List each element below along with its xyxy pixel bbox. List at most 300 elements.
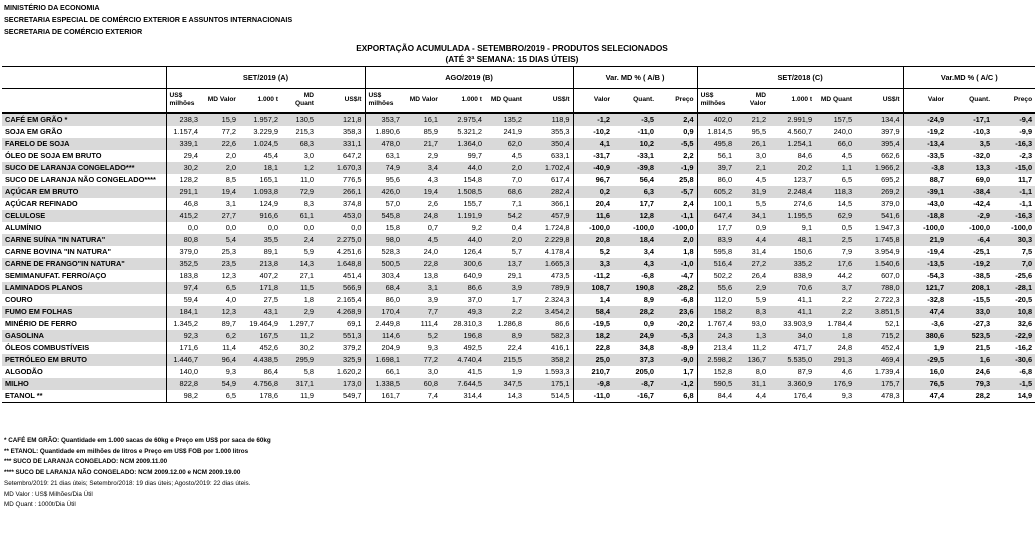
table-row <box>2 186 1035 198</box>
cell-set2018: 4.560,7 <box>769 126 815 138</box>
cell-var-ac: 47,4 <box>903 306 947 318</box>
cell-set2018: 7,9 <box>815 246 855 258</box>
cell-ago2019: 2,2 <box>485 306 525 318</box>
col-md-quant: MD Quant <box>815 89 855 113</box>
cell-ago2019: 582,3 <box>525 330 573 342</box>
cell-ago2019: 77,2 <box>403 354 441 366</box>
cell-var-ac: -6,4 <box>947 234 993 246</box>
cell-set2018: 100,1 <box>697 198 735 210</box>
cell-var-ac: 10,8 <box>993 306 1035 318</box>
cell-set2018: 31,1 <box>735 378 769 390</box>
product-name: AÇÚCAR REFINADO <box>2 198 166 210</box>
col-valor: Valor <box>573 89 613 113</box>
cell-ago2019: 63,1 <box>365 150 403 162</box>
cell-set2019: 266,1 <box>317 186 365 198</box>
product-name: ETANOL ** <box>2 390 166 403</box>
cell-ago2019: 3,4 <box>403 162 441 174</box>
cell-set2018: 8,0 <box>735 366 769 378</box>
cell-set2018: 838,9 <box>769 270 815 282</box>
cell-var-ac: 380,6 <box>903 330 947 342</box>
cell-var-ab: 0,9 <box>657 126 697 138</box>
cell-set2018: 607,0 <box>855 270 903 282</box>
cell-ago2019: 86,6 <box>441 282 485 294</box>
cell-set2019: 80,8 <box>166 234 201 246</box>
cell-set2018: 695,2 <box>855 174 903 186</box>
cell-var-ac: -10,3 <box>947 126 993 138</box>
cell-set2018: 662,6 <box>855 150 903 162</box>
cell-set2019: 1.024,5 <box>239 138 281 150</box>
cell-var-ac: 21,5 <box>947 342 993 354</box>
cell-set2018: 5.535,0 <box>769 354 815 366</box>
cell-ago2019: 1.338,5 <box>365 378 403 390</box>
cell-set2018: 21,2 <box>735 113 769 126</box>
table-row <box>2 366 1035 378</box>
cell-set2018: 55,6 <box>697 282 735 294</box>
cell-var-ab: 96,7 <box>573 174 613 186</box>
cell-var-ac: -3,6 <box>903 318 947 330</box>
footnote: * CAFÉ EM GRÃO: Quantidade em 1.000 sacas de 60kg e Preço em US$ por saca de 60kg <box>4 437 271 444</box>
cell-set2018: 0,9 <box>735 222 769 234</box>
cell-var-ab: 20,4 <box>573 198 613 210</box>
cell-var-ac: -15,0 <box>993 162 1035 174</box>
column-header-row <box>2 89 1035 113</box>
cell-var-ab: -5,5 <box>657 138 697 150</box>
cell-set2018: 4,6 <box>815 366 855 378</box>
cell-set2019: 89,1 <box>239 246 281 258</box>
cell-set2019: 325,9 <box>317 354 365 366</box>
cell-ago2019: 126,4 <box>441 246 485 258</box>
cell-ago2019: 86,0 <box>365 294 403 306</box>
cell-var-ac: -13,5 <box>903 258 947 270</box>
cell-set2018: 175,7 <box>855 378 903 390</box>
cell-set2018: 2.991,9 <box>769 113 815 126</box>
cell-var-ab: 205,0 <box>613 366 657 378</box>
cell-var-ab: -39,8 <box>613 162 657 174</box>
cell-var-ab: 24,9 <box>613 330 657 342</box>
cell-set2018: 452,4 <box>855 342 903 354</box>
cell-set2018: 14,5 <box>815 198 855 210</box>
cell-set2019: 1.093,8 <box>239 186 281 198</box>
cell-ago2019: 24,0 <box>403 246 441 258</box>
cell-set2019: 19,4 <box>201 186 239 198</box>
cell-var-ab: 18,4 <box>613 234 657 246</box>
cell-set2019: 0,0 <box>317 222 365 234</box>
footnote: *** SUCO DE LARANJA CONGELADO: NCM 2009.11.00 <box>4 458 168 466</box>
cell-set2019: 776,5 <box>317 174 365 186</box>
cell-set2019: 18,1 <box>239 162 281 174</box>
cell-set2019: 291,1 <box>166 186 201 198</box>
cell-var-ac: -100,0 <box>947 222 993 234</box>
cell-var-ac: -2,3 <box>993 150 1035 162</box>
table-row <box>2 138 1035 150</box>
cell-ago2019: 640,9 <box>441 270 485 282</box>
group-var-ac: Var.MD % ( A/C ) <box>903 67 1035 89</box>
cell-set2019: 6,2 <box>201 330 239 342</box>
cell-set2018: 11,2 <box>735 342 769 354</box>
cell-ago2019: 7,0 <box>485 174 525 186</box>
product-name: COURO <box>2 294 166 306</box>
cell-set2019: 213,8 <box>239 258 281 270</box>
cell-set2018: 86,0 <box>697 174 735 186</box>
cell-set2019: 15,9 <box>201 113 239 126</box>
cell-ago2019: 175,1 <box>525 378 573 390</box>
cell-set2018: 1,1 <box>815 162 855 174</box>
cell-ago2019: 161,7 <box>365 390 403 403</box>
footnote: MD Quant : 1000t/Dia Útil <box>4 501 76 509</box>
cell-set2018: 395,4 <box>855 138 903 150</box>
cell-ago2019: 68,4 <box>365 282 403 294</box>
cell-var-ab: -11,2 <box>573 270 613 282</box>
cell-set2018: 48,1 <box>769 234 815 246</box>
cell-var-ab: 2,4 <box>657 198 697 210</box>
cell-ago2019: 3,1 <box>403 282 441 294</box>
cell-set2019: 140,0 <box>166 366 201 378</box>
col-quant: Quant. <box>613 89 657 113</box>
cell-ago2019: 5,2 <box>403 330 441 342</box>
cell-set2019: 30,2 <box>166 162 201 174</box>
cell-set2019: 121,8 <box>317 113 365 126</box>
cell-var-ac: 7,0 <box>993 258 1035 270</box>
table-row <box>2 342 1035 354</box>
cell-ago2019: 353,7 <box>365 113 403 126</box>
cell-var-ab: 190,8 <box>613 282 657 294</box>
cell-var-ac: -9,4 <box>993 113 1035 126</box>
cell-set2018: 157,5 <box>815 113 855 126</box>
product-name: CAFÉ EM GRÃO * <box>2 113 166 126</box>
cell-set2018: 1.540,6 <box>855 258 903 270</box>
cell-set2018: 2.722,3 <box>855 294 903 306</box>
cell-set2018: 24,3 <box>697 330 735 342</box>
cell-var-ab: 17,7 <box>613 198 657 210</box>
cell-ago2019: 111,4 <box>403 318 441 330</box>
cell-set2019: 5,9 <box>281 246 317 258</box>
cell-var-ab: -1,2 <box>657 378 697 390</box>
cell-var-ac: -27,3 <box>947 318 993 330</box>
cell-var-ac: 24,6 <box>947 366 993 378</box>
col-usd-t: US$/t <box>855 89 903 113</box>
cell-set2018: 26,4 <box>735 270 769 282</box>
cell-ago2019: 545,8 <box>365 210 403 222</box>
cell-var-ac: 1,9 <box>903 342 947 354</box>
cell-set2019: 2,9 <box>281 306 317 318</box>
cell-set2018: 240,0 <box>815 126 855 138</box>
cell-set2019: 339,1 <box>166 138 201 150</box>
table-row <box>2 162 1035 174</box>
cell-var-ac: 3,5 <box>947 138 993 150</box>
cell-var-ab: -6,8 <box>657 294 697 306</box>
cell-var-ac: -6,8 <box>993 366 1035 378</box>
cell-set2018: 31,4 <box>735 246 769 258</box>
table-body <box>2 113 1035 403</box>
cell-set2019: 1,2 <box>281 162 317 174</box>
cell-set2019: 549,7 <box>317 390 365 403</box>
cell-var-ab: 25,8 <box>657 174 697 186</box>
cell-set2019: 27,5 <box>239 294 281 306</box>
cell-ago2019: 13,7 <box>485 258 525 270</box>
cell-set2018: 44,2 <box>815 270 855 282</box>
cell-var-ab: 1,8 <box>657 246 697 258</box>
cell-var-ac: -43,0 <box>903 198 947 210</box>
cell-set2019: 89,7 <box>201 318 239 330</box>
cell-ago2019: 155,7 <box>441 198 485 210</box>
product-name: ÓLEOS COMBUSTÍVEIS <box>2 342 166 354</box>
product-name: CARNE DE FRANGO"IN NATURA" <box>2 258 166 270</box>
cell-set2018: 62,9 <box>815 210 855 222</box>
cell-set2019: 0,0 <box>281 222 317 234</box>
cell-var-ac: 14,9 <box>993 390 1035 403</box>
cell-var-ac: -16,3 <box>993 210 1035 222</box>
cell-ago2019: 85,9 <box>403 126 441 138</box>
cell-set2019: 124,9 <box>239 198 281 210</box>
cell-set2018: 84,6 <box>769 150 815 162</box>
cell-ago2019: 7,7 <box>403 306 441 318</box>
cell-set2018: 3,7 <box>815 282 855 294</box>
cell-set2018: 2.248,4 <box>769 186 815 198</box>
cell-set2019: 5,8 <box>281 366 317 378</box>
cell-set2018: 26,1 <box>735 138 769 150</box>
footnote: ** ETANOL: Quantidade em milhões de litros e Preço em US$ FOB por 1.000 litros <box>4 447 249 455</box>
cell-set2018: 502,2 <box>697 270 735 282</box>
cell-set2018: 397,9 <box>855 126 903 138</box>
cell-var-ab: 1,4 <box>573 294 613 306</box>
cell-set2019: 331,1 <box>317 138 365 150</box>
col-preco: Preço <box>657 89 697 113</box>
cell-ago2019: 478,0 <box>365 138 403 150</box>
cell-var-ac: -19,2 <box>947 258 993 270</box>
cell-ago2019: 426,0 <box>365 186 403 198</box>
cell-ago2019: 366,1 <box>525 198 573 210</box>
cell-var-ac: -24,9 <box>903 113 947 126</box>
cell-ago2019: 99,7 <box>441 150 485 162</box>
cell-set2018: 34,0 <box>769 330 815 342</box>
col-md-quant: MD Quant <box>485 89 525 113</box>
cell-set2019: 11,5 <box>281 282 317 294</box>
cell-set2019: 35,5 <box>239 234 281 246</box>
product-name: ALUMÍNIO <box>2 222 166 234</box>
col-md-valor: MD Valor <box>201 89 239 113</box>
cell-ago2019: 5.321,2 <box>441 126 485 138</box>
cell-set2019: 1.620,2 <box>317 366 365 378</box>
cell-ago2019: 0,4 <box>485 222 525 234</box>
cell-var-ab: -11,0 <box>573 390 613 403</box>
cell-var-ac: -42,4 <box>947 198 993 210</box>
cell-ago2019: 9,3 <box>403 342 441 354</box>
table-row <box>2 378 1035 390</box>
product-name: PETRÓLEO EM BRUTO <box>2 354 166 366</box>
col-quant: Quant. <box>947 89 993 113</box>
cell-set2018: 1.745,8 <box>855 234 903 246</box>
cell-set2018: 20,2 <box>769 162 815 174</box>
cell-set2019: 8,3 <box>281 198 317 210</box>
cell-set2019: 215,3 <box>281 126 317 138</box>
cell-set2019: 8,5 <box>201 174 239 186</box>
cell-set2018: 34,1 <box>735 210 769 222</box>
cell-set2019: 374,8 <box>317 198 365 210</box>
cell-ago2019: 1.724,8 <box>525 222 573 234</box>
cell-set2019: 165,1 <box>239 174 281 186</box>
cell-set2019: 451,4 <box>317 270 365 282</box>
cell-set2019: 566,9 <box>317 282 365 294</box>
cell-var-ab: -10,2 <box>573 126 613 138</box>
cell-set2019: 59,4 <box>166 294 201 306</box>
table-row <box>2 294 1035 306</box>
cell-ago2019: 2,6 <box>403 198 441 210</box>
cell-set2019: 317,1 <box>281 378 317 390</box>
cell-ago2019: 154,8 <box>441 174 485 186</box>
cell-set2019: 3,0 <box>281 150 317 162</box>
cell-ago2019: 617,4 <box>525 174 573 186</box>
cell-var-ac: -19,2 <box>903 126 947 138</box>
cell-set2018: 590,5 <box>697 378 735 390</box>
cell-ago2019: 95,6 <box>365 174 403 186</box>
cell-set2019: 4.438,5 <box>239 354 281 366</box>
col-preco: Preço <box>993 89 1035 113</box>
cell-ago2019: 2.449,8 <box>365 318 403 330</box>
cell-var-ac: 13,3 <box>947 162 993 174</box>
cell-set2018: 335,2 <box>769 258 815 270</box>
table-row <box>2 198 1035 210</box>
cell-set2019: 2.165,4 <box>317 294 365 306</box>
cell-set2019: 27,1 <box>281 270 317 282</box>
table-row <box>2 174 1035 186</box>
cell-var-ac: -2,9 <box>947 210 993 222</box>
cell-var-ac: 33,0 <box>947 306 993 318</box>
cell-ago2019: 41,5 <box>441 366 485 378</box>
cell-var-ac: -100,0 <box>903 222 947 234</box>
col-usd-t: US$/t <box>525 89 573 113</box>
cell-set2018: 274,6 <box>769 198 815 210</box>
cell-var-ac: 32,6 <box>993 318 1035 330</box>
cell-set2018: 176,9 <box>815 378 855 390</box>
cell-set2019: 130,5 <box>281 113 317 126</box>
cell-set2019: 1.670,3 <box>317 162 365 174</box>
cell-ago2019: 204,9 <box>365 342 403 354</box>
product-name: MINÉRIO DE FERRO <box>2 318 166 330</box>
cell-set2019: 19.464,9 <box>239 318 281 330</box>
cell-set2018: 70,6 <box>769 282 815 294</box>
cell-var-ab: -5,7 <box>657 186 697 198</box>
cell-set2018: 123,7 <box>769 174 815 186</box>
cell-ago2019: 282,4 <box>525 186 573 198</box>
cell-set2019: 14,3 <box>281 258 317 270</box>
cell-ago2019: 7,1 <box>485 198 525 210</box>
cell-set2018: 715,2 <box>855 330 903 342</box>
cell-set2019: 4.268,9 <box>317 306 365 318</box>
table-row <box>2 150 1035 162</box>
cell-ago2019: 74,9 <box>365 162 403 174</box>
cell-set2019: 822,8 <box>166 378 201 390</box>
cell-ago2019: 22,4 <box>485 342 525 354</box>
cell-var-ab: -1,0 <box>657 258 697 270</box>
cell-set2018: 516,4 <box>697 258 735 270</box>
cell-ago2019: 1.286,8 <box>485 318 525 330</box>
cell-var-ab: 210,7 <box>573 366 613 378</box>
product-name: CARNE BOVINA "IN NATURA" <box>2 246 166 258</box>
cell-var-ab: 4,3 <box>613 258 657 270</box>
cell-set2019: 1.446,7 <box>166 354 201 366</box>
product-name: GASOLINA <box>2 330 166 342</box>
cell-set2019: 171,8 <box>239 282 281 294</box>
cell-var-ab: -31,7 <box>573 150 613 162</box>
cell-var-ab: -16,7 <box>613 390 657 403</box>
report-title: EXPORTAÇÃO ACUMULADA - SETEMBRO/2019 - PRODUTOS SELECIONADOS <box>356 43 668 53</box>
cell-ago2019: 300,6 <box>441 258 485 270</box>
group-ago2019: AGO/2019 (B) <box>365 67 573 89</box>
cell-var-ab: 23,6 <box>657 306 697 318</box>
cell-set2019: 0,0 <box>201 222 239 234</box>
cell-var-ac: -25,1 <box>947 246 993 258</box>
cell-ago2019: 4,5 <box>403 234 441 246</box>
cell-var-ac: -28,1 <box>993 282 1035 294</box>
cell-ago2019: 8,9 <box>485 330 525 342</box>
cell-set2019: 452,6 <box>239 342 281 354</box>
secretariat-foreign-trade: SECRETARIA DE COMÉRCIO EXTERIOR <box>4 27 143 36</box>
cell-var-ac: -32,0 <box>947 150 993 162</box>
cell-var-ac: 30,3 <box>993 234 1035 246</box>
cell-ago2019: 350,4 <box>525 138 573 150</box>
cell-ago2019: 3,0 <box>403 366 441 378</box>
col-usd: US$ milhões <box>166 89 201 113</box>
cell-var-ab: 2,2 <box>657 150 697 162</box>
cell-set2018: 0,5 <box>815 222 855 234</box>
table-row <box>2 354 1035 366</box>
cell-set2018: 83,9 <box>697 234 735 246</box>
cell-ago2019: 1.665,3 <box>525 258 573 270</box>
cell-set2019: 1,8 <box>281 294 317 306</box>
cell-ago2019: 1,9 <box>485 366 525 378</box>
cell-set2019: 183,8 <box>166 270 201 282</box>
cell-var-ac: -15,5 <box>947 294 993 306</box>
cell-set2019: 128,2 <box>166 174 201 186</box>
cell-var-ab: 1,7 <box>657 366 697 378</box>
cell-ago2019: 170,4 <box>365 306 403 318</box>
cell-var-ab: 37,3 <box>613 354 657 366</box>
cell-var-ac: -33,5 <box>903 150 947 162</box>
footnote: **** SUCO DE LARANJA NÃO CONGELADO: NCM 2009.12.00 e NCM 2009.19.00 <box>4 469 241 477</box>
cell-set2018: 5,5 <box>735 198 769 210</box>
cell-set2019: 5,4 <box>201 234 239 246</box>
cell-ago2019: 1,7 <box>485 294 525 306</box>
cell-ago2019: 492,5 <box>441 342 485 354</box>
cell-set2018: 112,0 <box>697 294 735 306</box>
cell-set2019: 647,2 <box>317 150 365 162</box>
cell-set2018: 52,1 <box>855 318 903 330</box>
export-table <box>2 66 1035 403</box>
cell-ago2019: 2,9 <box>403 150 441 162</box>
cell-ago2019: 114,6 <box>365 330 403 342</box>
report-subtitle: (ATÉ 3ª SEMANA: 15 DIAS ÚTEIS) <box>445 54 579 64</box>
table-row <box>2 330 1035 342</box>
table-row <box>2 210 1035 222</box>
cell-var-ab: -9,0 <box>657 354 697 366</box>
cell-ago2019: 789,9 <box>525 282 573 294</box>
cell-set2019: 1.297,7 <box>281 318 317 330</box>
cell-ago2019: 2.324,3 <box>525 294 573 306</box>
cell-set2018: 3,0 <box>735 150 769 162</box>
cell-ago2019: 135,2 <box>485 113 525 126</box>
cell-ago2019: 62,0 <box>485 138 525 150</box>
cell-var-ab: 5,2 <box>573 246 613 258</box>
cell-ago2019: 500,5 <box>365 258 403 270</box>
cell-set2018: 269,2 <box>855 186 903 198</box>
cell-set2018: 1.814,5 <box>697 126 735 138</box>
cell-var-ac: -54,3 <box>903 270 947 282</box>
cell-set2019: 407,2 <box>239 270 281 282</box>
table-row <box>2 113 1035 126</box>
cell-var-ab: -100,0 <box>657 222 697 234</box>
cell-var-ab: -28,2 <box>657 282 697 294</box>
cell-set2019: 238,3 <box>166 113 201 126</box>
